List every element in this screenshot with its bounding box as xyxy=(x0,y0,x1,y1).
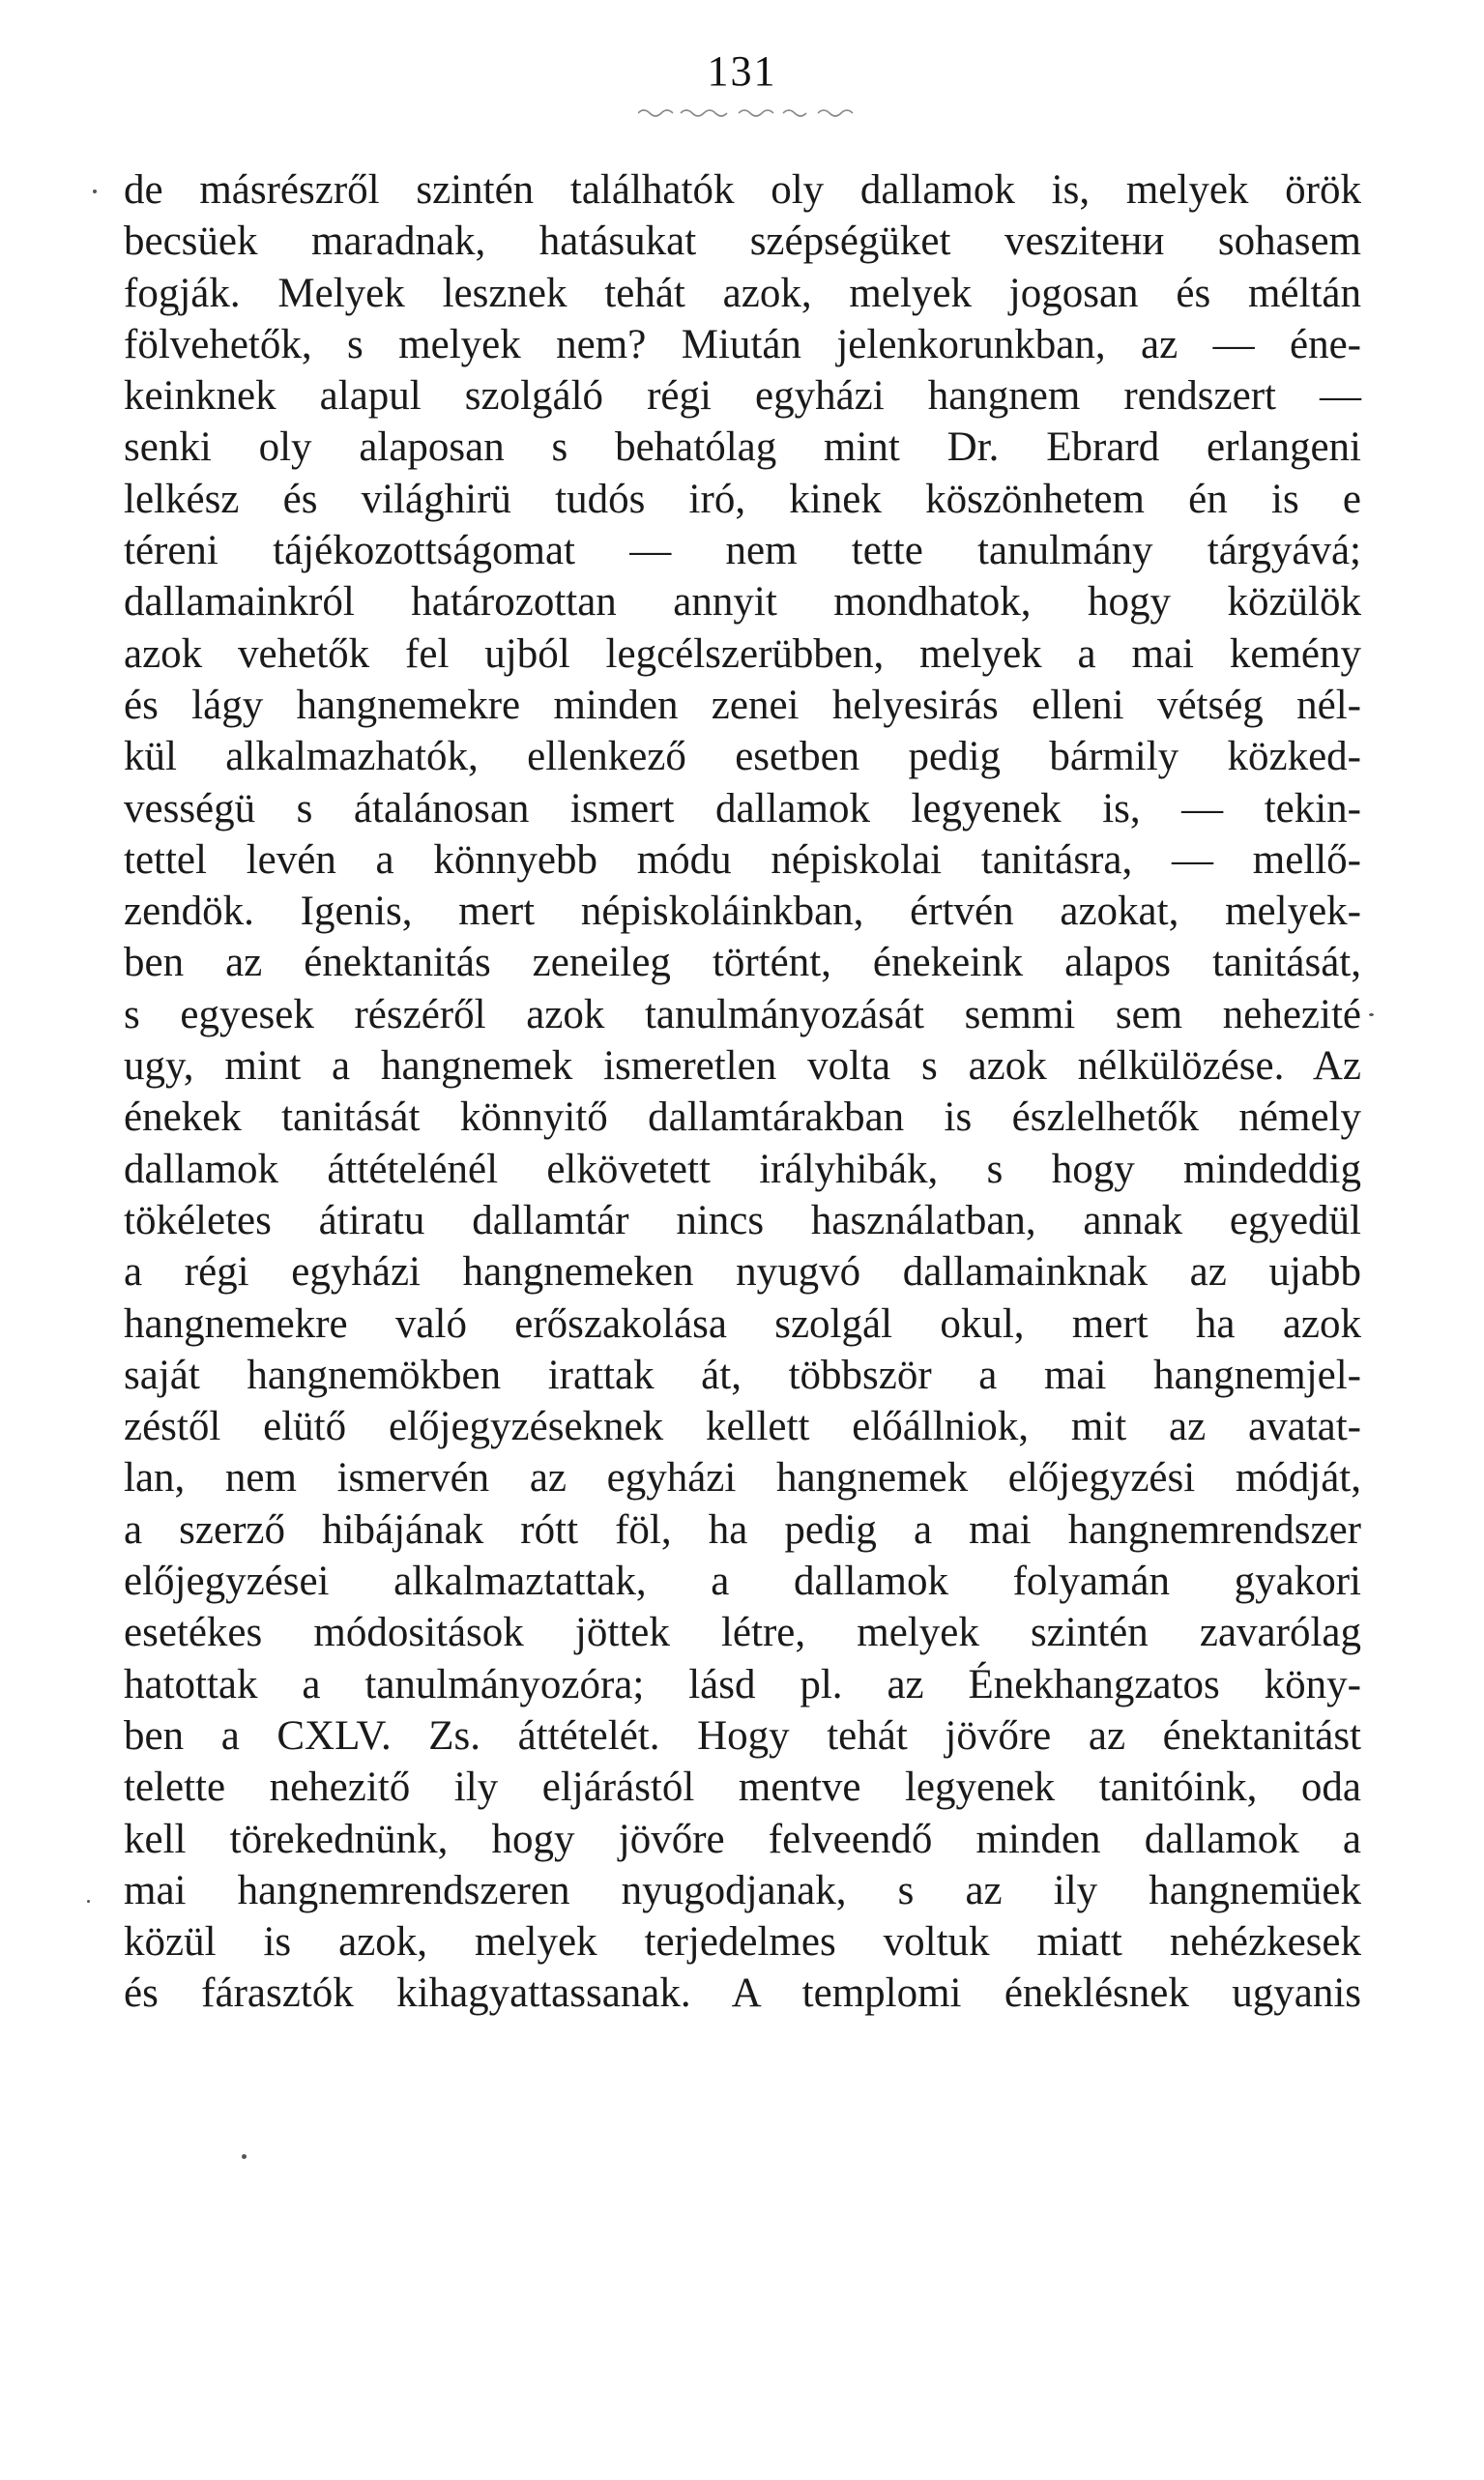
print-speck xyxy=(1369,1013,1374,1016)
text-line-24: saját hangnemökben irattak át, többször a mai hangnemjel- xyxy=(124,1352,1361,1398)
text-line-17: s egyesek részéről azok tanulmányozását semmi sem nehezité xyxy=(124,991,1361,1037)
text-line-9: dallamainkról határozottan annyit mondhatok, hogy közülök xyxy=(124,579,1361,626)
text-line-11: és lágy hangnemekre minden zenei helyesirás elleni vétség nél- xyxy=(124,682,1361,728)
text-line-26: lan, nem ismervén az egyházi hangnemek előjegyzési módját, xyxy=(124,1455,1361,1502)
text-line-27: a szerző hibájának rótt föl, ha pedig a mai hangnemrendszer xyxy=(124,1506,1361,1553)
print-speck xyxy=(242,2154,247,2159)
page-number: 131 xyxy=(707,47,777,95)
text-line-3: fogják. Melyek lesznek tehát azok, melyek jogosan és méltán xyxy=(124,270,1361,316)
text-line-13: vességü s átalánosan ismert dallamok legyenek is, — tekin- xyxy=(124,785,1361,832)
text-line-6: senki oly alaposan s behatólag mint Dr. Ebrard erlangeni xyxy=(124,424,1361,471)
text-line-36: és fárasztók kihagyattassanak. A templomi éneklésnek ugyanis xyxy=(124,1970,1361,2017)
text-line-4: fölvehetők, s melyek nem? Miután jelenkorunkban, az — éne- xyxy=(124,321,1361,367)
text-line-19: énekek tanitását könnyitő dallamtárakban is észlelhetők némely xyxy=(124,1094,1361,1141)
text-line-29: esetékes módositások jöttek létre, melyek szintén zavarólag xyxy=(124,1610,1361,1656)
text-line-32: telette nehezitő ily eljárástól mentve legyenek tanitóink, oda xyxy=(124,1765,1361,1811)
text-line-34: mai hangnemrendszeren nyugodjanak, s az ily hangnemüek xyxy=(124,1867,1361,1913)
text-line-20: dallamok áttételénél elkövetett irályhibák, s hogy mindeddig xyxy=(124,1146,1361,1192)
text-line-28: előjegyzései alkalmaztattak, a dallamok folyamán gyakori xyxy=(124,1559,1361,1605)
body-text xyxy=(124,164,1361,2020)
text-line-22: a régi egyházi hangnemeken nyugvó dallamainknak az ujabb xyxy=(124,1249,1361,1296)
text-line-30: hatottak a tanulmányozóra; lásd pl. az Énekhangzatos köny- xyxy=(124,1661,1361,1707)
text-line-15: zendök. Igenis, mert népiskoláinkban, értvén azokat, melyek- xyxy=(124,889,1361,935)
text-line-18: ugy, mint a hangnemek ismeretlen volta s azok nélkülözése. Az xyxy=(124,1043,1361,1090)
text-line-33: kell törekednünk, hogy jövőre felveendő minden dallamok a xyxy=(124,1816,1361,1862)
ornament-rule xyxy=(638,104,860,118)
text-line-35: közül is azok, melyek terjedelmes voltuk miatt nehézkesek xyxy=(124,1919,1361,1966)
text-line-8: téreni tájékozottságomat — nem tette tanulmány tárgyává; xyxy=(124,528,1361,574)
print-speck xyxy=(93,190,97,193)
text-line-12: kül alkalmazhatók, ellenkező esetben pedig bármily közked- xyxy=(124,734,1361,780)
text-line-7: lelkész és világhirü tudós iró, kinek köszönhetem én is e xyxy=(124,476,1361,522)
text-line-23: hangnemekre való erőszakolása szolgál okul, mert ha azok xyxy=(124,1300,1361,1347)
text-line-31: ben a CXLV. Zs. áttételét. Hogy tehát jövőre az énektanitást xyxy=(124,1712,1361,1759)
text-line-21: tökéletes átiratu dallamtár nincs használatban, annak egyedül xyxy=(124,1197,1361,1243)
text-line-1: de másrészről szintén találhatók oly dallamok is, melyek örök xyxy=(124,167,1361,213)
text-line-5: keinknek alapul szolgáló régi egyházi hangnem rendszert — xyxy=(124,373,1361,420)
text-line-10: azok vehetők fel ujból legcélszerübben, melyek a mai kemény xyxy=(124,630,1361,677)
text-line-2: becsüek maradnak, hatásukat szépségüket veszitени sohasem xyxy=(124,219,1361,265)
text-line-14: tettel levén a könnyebb módu népiskolai tanitásra, — mellő- xyxy=(124,836,1361,883)
text-line-16: ben az énektanitás zeneileg történt, énekeink alapos tanitását, xyxy=(124,940,1361,986)
print-speck xyxy=(87,1900,90,1903)
text-line-25: zéstől elütő előjegyzéseknek kellett előállniok, mit az avatat- xyxy=(124,1404,1361,1450)
